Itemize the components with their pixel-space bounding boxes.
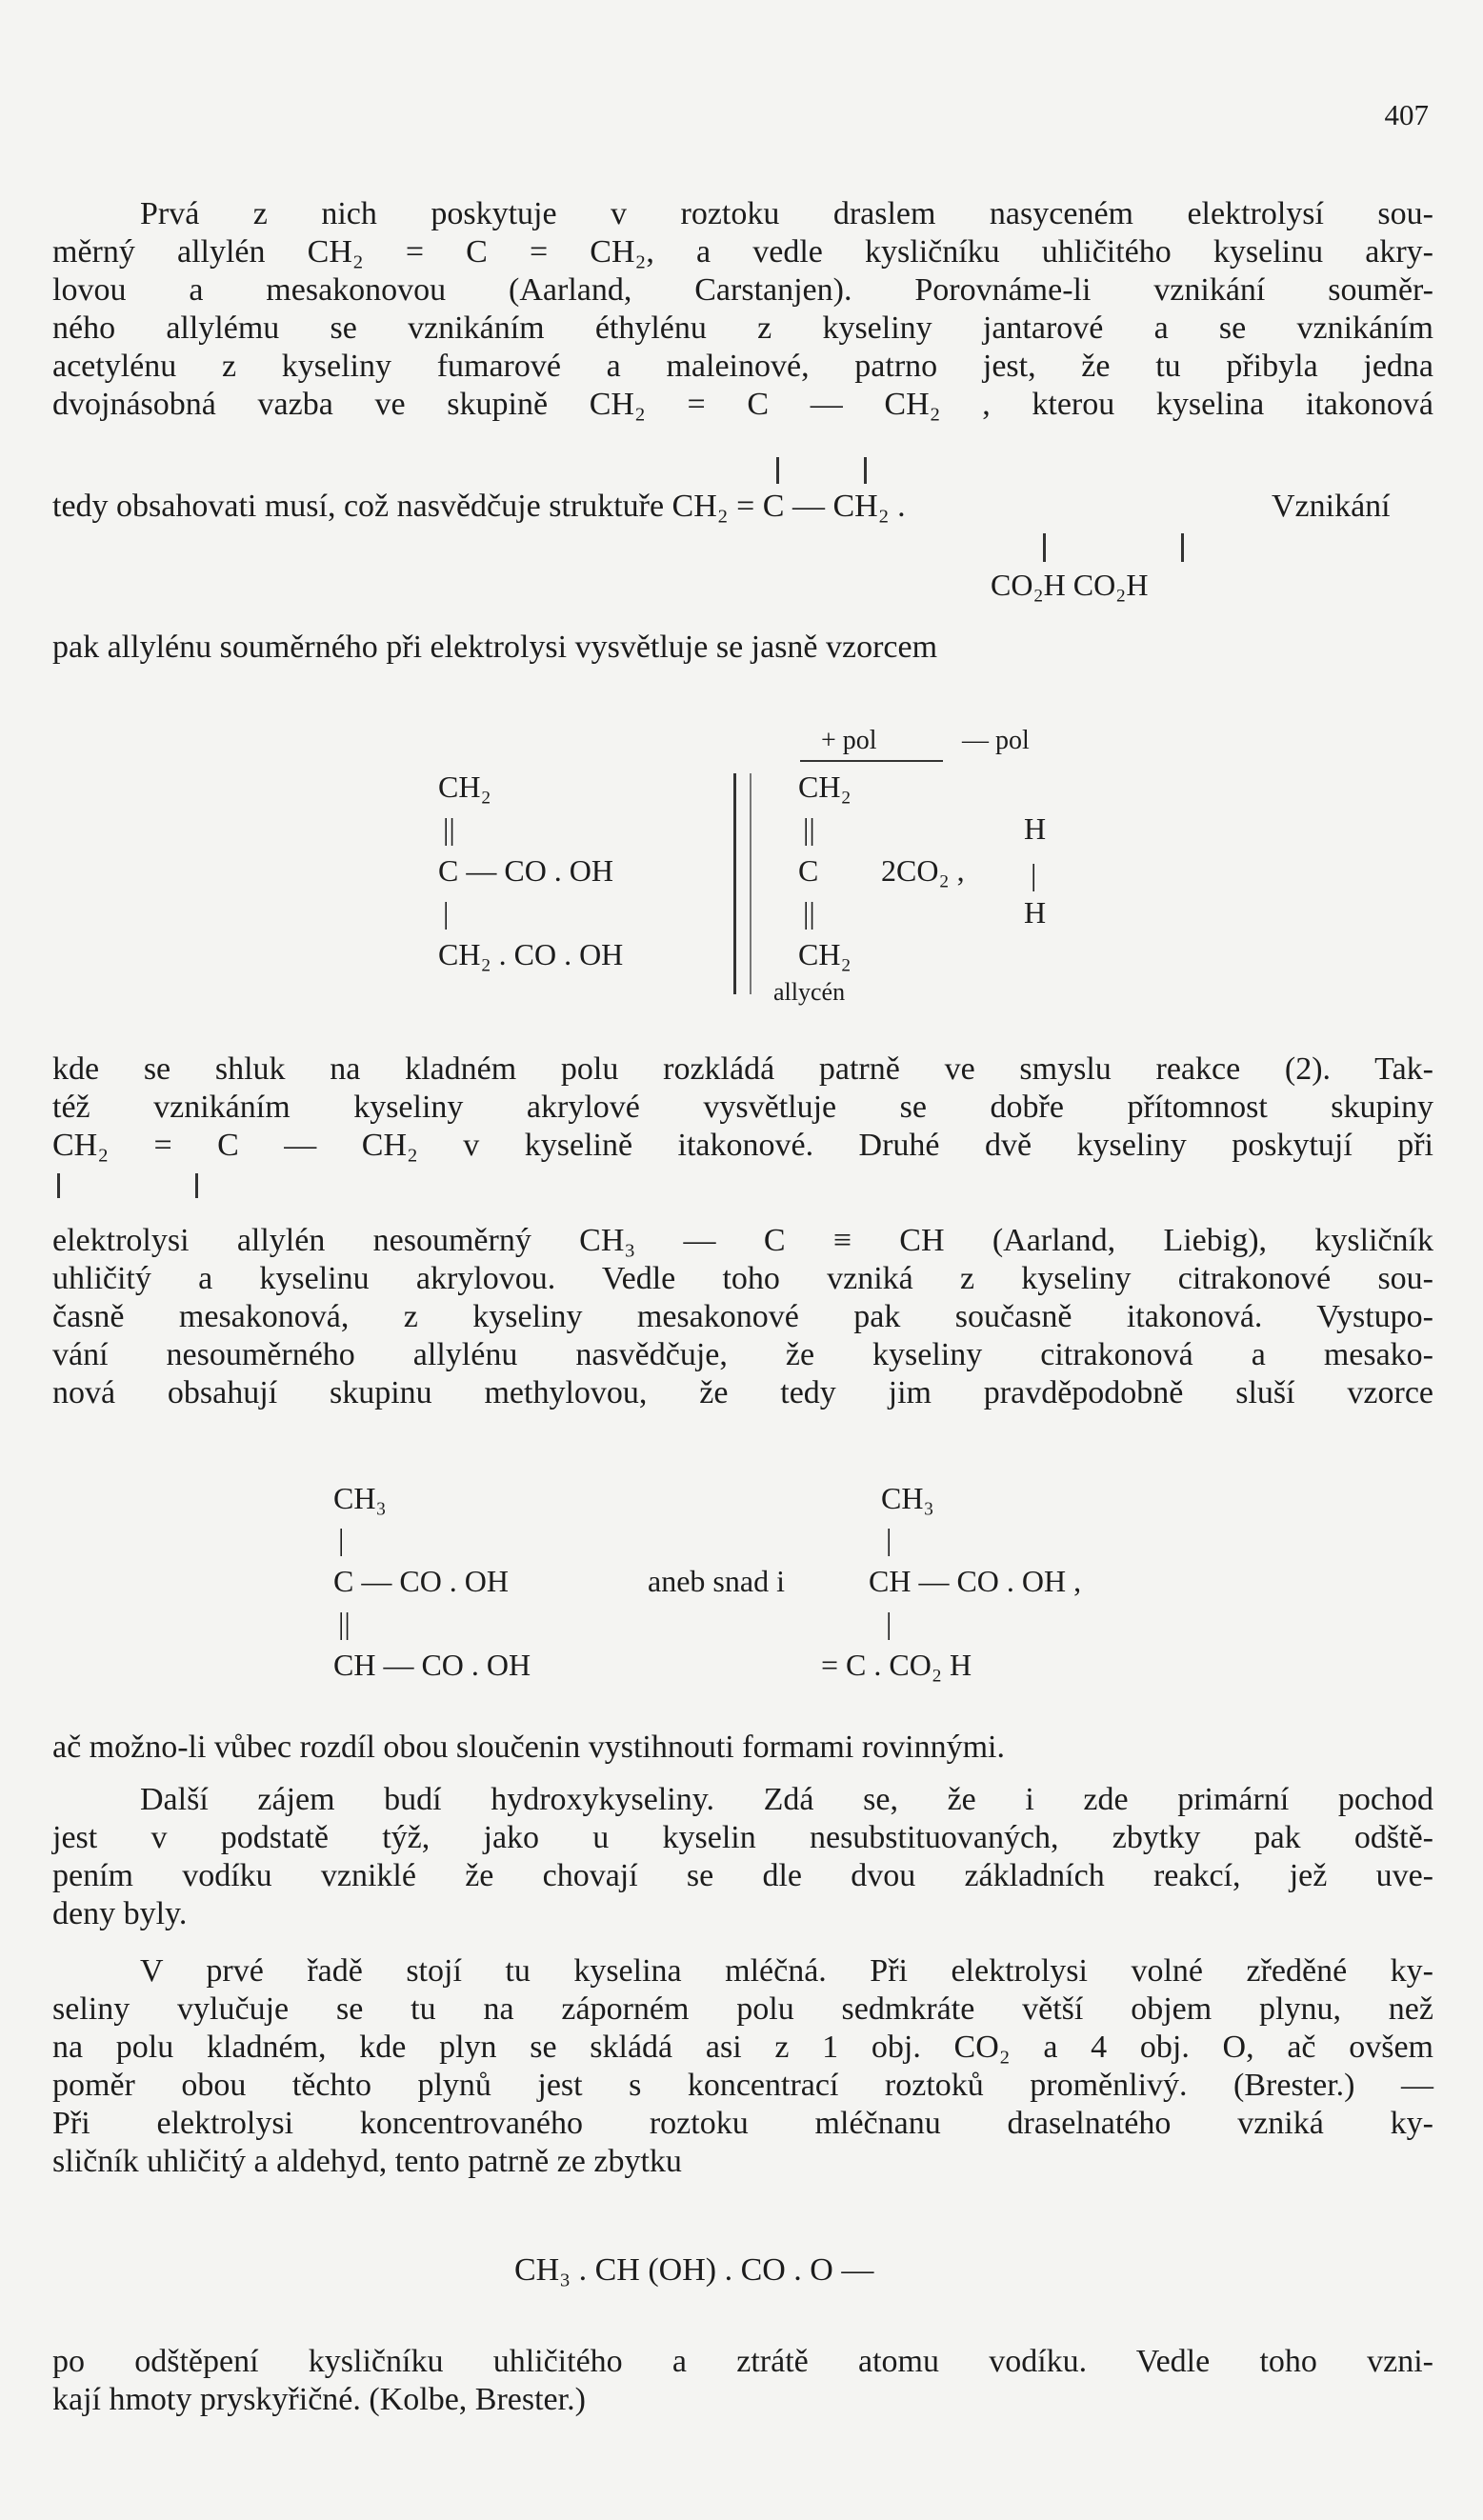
mid-ch2: CH₂ — [798, 770, 852, 804]
mid-double-bond: || — [803, 811, 815, 846]
paragraph-structure-line — [52, 488, 1433, 526]
paragraph-allylene — [52, 195, 1433, 424]
text-line: CH₂ = C — CH₂ v kyselině itakonové. Druhé dvě kyseliny poskytují při — [52, 1128, 1433, 1163]
hydrogen-bottom: H — [1024, 895, 1047, 930]
left-c-cooh: C — CO . OH — [438, 853, 614, 888]
bond-line — [864, 457, 867, 484]
text-line: sličník uhličitý a aldehyd, tento patrně ze zbytku — [52, 2144, 682, 2179]
bond-line — [776, 457, 779, 484]
text-line: lovou a mesakonovou (Aarland, Carstanjen). Porovnáme-li vznikání souměr- — [52, 272, 1433, 308]
text-line: ného allylému se vznikáním éthylénu z kyseliny jantarové a se vznikáním — [52, 310, 1433, 346]
electrode-line — [733, 773, 736, 994]
text-line: uhličitý a kyselinu akrylovou. Vedle toho vzniká z kyseliny citrakonové sou- — [52, 1261, 1433, 1296]
right-ch3: CH₃ — [881, 1481, 934, 1515]
paragraph-explanation — [52, 629, 1433, 667]
lactate-fragment-formula: CH₃ . CH (OH) . CO . O — — [514, 2252, 874, 2288]
text-line: seliny vylučuje se tu na záporném polu sedmkráte větší objem plynu, než — [52, 1991, 1433, 2027]
page-number: 407 — [1384, 98, 1429, 131]
hydrogen-bond: | — [1031, 857, 1037, 891]
left-single-bond: | — [338, 1522, 345, 1556]
text-line: jest v podstatě týž, jako u kyselin nesubstituovaných, zbytky pak odště- — [52, 1820, 1433, 1855]
or-perhaps: aneb snad i — [648, 1564, 785, 1598]
mid-double-bond: || — [803, 895, 815, 930]
text-line: Při elektrolysi koncentrovaného roztoku mléčnanu draselnatého vzniká ky- — [52, 2106, 1433, 2141]
text-line: časně mesakonová, z kyseliny mesakonové pak současně itakonová. Vystupo- — [52, 1299, 1433, 1334]
text-line: po odštěpení kysličníku uhličitého a ztrátě atomu vodíku. Vedle toho vzni- — [52, 2344, 1433, 2379]
paragraph-asymmetric-allylene — [52, 1222, 1433, 1412]
text-line: poměr obou těchto plynů jest s koncentrací roztoků proměnlivý. (Brester.) — — [52, 2068, 1433, 2103]
text-line: též vznikáním kyseliny akrylové vysvětluje se dobře přítomnost skupiny — [52, 1090, 1433, 1125]
text-line: ač možno-li vůbec rozdíl obou sloučenin vystihnouti formami rovinnými. — [52, 1730, 1005, 1765]
text-line: kde se shluk na kladném polu rozkládá patrně ve smyslu reakce (2). Tak- — [52, 1051, 1433, 1087]
left-single-bond: | — [443, 895, 450, 930]
text-vznikani: Vznikání — [1272, 489, 1391, 524]
mid-ch2-bottom: CH₂ — [798, 937, 852, 971]
text-line: vání nesouměrného allylénu nasvědčuje, že kyseliny citrakonová a mesako- — [52, 1337, 1433, 1372]
left-ch2-cooh: CH₂ . CO . OH — [438, 937, 624, 971]
paragraph-plane-forms — [52, 1729, 1433, 1767]
left-c-cooh: C — CO . OH — [333, 1564, 510, 1598]
electrode-line — [750, 773, 752, 994]
text-line: dvojnásobná vazba ve skupině CH₂ = C — CH₂ , kterou kyselina itakonová — [52, 387, 1433, 422]
left-ch2: CH₂ — [438, 770, 491, 804]
pole-underline — [800, 760, 943, 762]
left-double-bond: || — [443, 811, 455, 846]
right-ch-cooh: CH — CO . OH , — [869, 1564, 1082, 1598]
right-single-bond: | — [886, 1522, 892, 1556]
hydrogen-top: H — [1024, 811, 1047, 846]
paragraph-lactic-acid — [52, 1952, 1433, 2181]
text-line: elektrolysi allylén nesouměrný CH₃ — C ≡ CH (Aarland, Liebig), kysličník — [52, 1223, 1433, 1258]
paragraph-positive-pole — [52, 1050, 1433, 1165]
left-ch-cooh: CH — CO . OH — [333, 1648, 531, 1682]
bond-line — [1181, 533, 1184, 562]
text-line: acetylénu z kyseliny fumarové a maleinové, patrno jest, že tu přibyla jedna — [52, 349, 1433, 384]
text-line: pak allylénu souměrného při elektrolysi vysvětluje se jasně vzorcem — [52, 630, 938, 665]
bond-line — [57, 1173, 60, 1198]
text-line: měrný allylén CH₂ = C = CH₂, a vedle kysličníku uhličitého kyselinu akry- — [52, 234, 1433, 270]
text-line: V prvé řadě stojí tu kyselina mléčná. Při elektrolysi volné zředěné ky- — [140, 1953, 1433, 1989]
text-line: pením vodíku vzniklé že chovají se dle dvou základních reakcí, jež uve- — [52, 1858, 1433, 1893]
pos-pole-label: + pol — [821, 726, 877, 755]
right-single-bond: | — [886, 1606, 892, 1640]
text-line: nová obsahují skupinu methylovou, že tedy jim pravděpodobně sluší vzorce — [52, 1375, 1433, 1410]
text-line — [52, 488, 1433, 526]
left-double-bond: || — [338, 1606, 351, 1640]
bond-line — [1043, 533, 1046, 562]
bond-line — [195, 1173, 198, 1198]
structure-text: tedy obsahovati musí, což nasvědčuje struktuře CH₂ = C — CH₂ . — [52, 489, 906, 524]
paragraph-resins — [52, 2343, 1433, 2419]
paragraph-hydroxy-acids — [52, 1781, 1433, 1933]
text-line: deny byly. — [52, 1896, 188, 1931]
allylene-label: allycén — [773, 978, 846, 1006]
text-line: kají hmoty pryskyřičné. (Kolbe, Brester.) — [52, 2382, 586, 2417]
co2-product: 2CO₂ , — [881, 853, 965, 888]
text-line: na polu kladném, kde plyn se skládá asi z 1 obj. CO₂ a 4 obj. O, ač ovšem — [52, 2030, 1433, 2065]
right-c-co2h: = C . CO₂ H — [821, 1648, 972, 1682]
text-line: Prvá z nich poskytuje v roztoku draslem nasyceném elektrolysí sou- — [140, 196, 1433, 231]
left-ch3: CH₃ — [333, 1481, 387, 1515]
mid-c: C — [798, 853, 819, 888]
co2h-pair: CO₂H CO₂H — [991, 568, 1149, 602]
neg-pole-label: — pol — [962, 726, 1030, 755]
text-line: Další zájem budí hydroxykyseliny. Zdá se, že i zde primární pochod — [140, 1782, 1433, 1817]
